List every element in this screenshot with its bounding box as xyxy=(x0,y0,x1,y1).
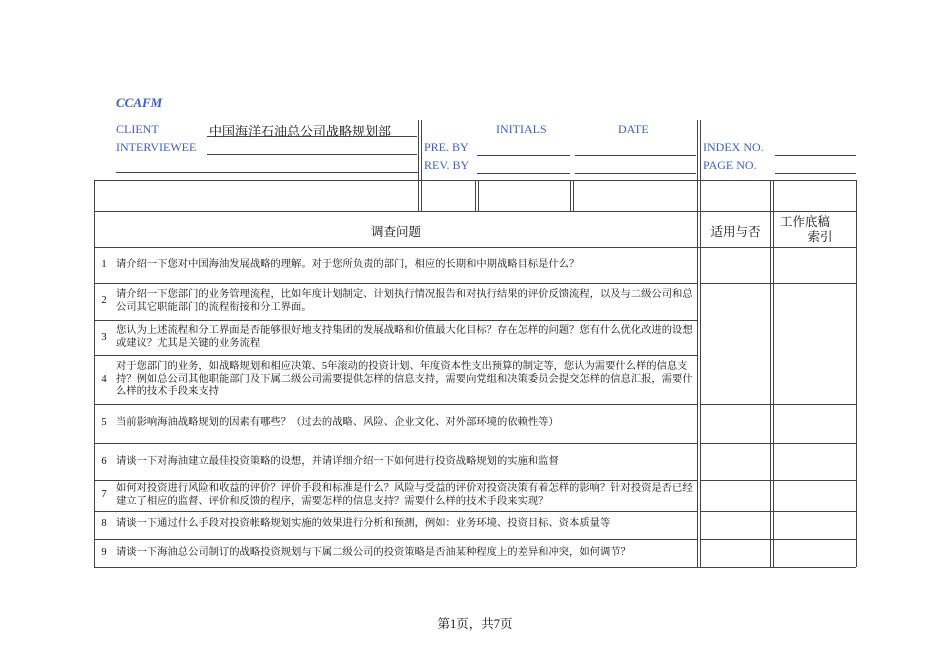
blank-row-divider-1a xyxy=(418,180,419,211)
table-right-border xyxy=(856,180,857,567)
row-3-number: 3 xyxy=(101,332,107,343)
rev-by-date-line[interactable] xyxy=(575,173,696,174)
row-6-number: 6 xyxy=(101,456,107,467)
ref-col-divider-a xyxy=(770,180,771,567)
client-value: 中国海洋石油总公司战略规划部 xyxy=(209,124,392,139)
index-no-label: INDEX NO. xyxy=(703,140,764,154)
ref-col-divider-b xyxy=(773,180,774,567)
blank-row-divider-2b xyxy=(478,180,479,211)
interviewee-label: INTERVIEWEE xyxy=(116,140,197,154)
row-2-number: 2 xyxy=(101,295,107,306)
pre-by-initials-line[interactable] xyxy=(477,155,570,156)
row-5-number: 5 xyxy=(101,417,107,428)
right-row-divider xyxy=(700,404,856,405)
page-no-label: PAGE NO. xyxy=(703,158,757,172)
row-divider xyxy=(94,539,698,540)
blank-row-divider-3a xyxy=(570,180,571,211)
pre-by-date-line[interactable] xyxy=(575,155,696,156)
row-7-question: 如何对投资进行风险和收益的评价？评价手段和标准是什么？风险与受益的评价对投资决策有着怎样的影响？针对投资是否已经建立了相应的监督、评价和反馈的程序，需要怎样的信息支持？需要什么样的技术手段来实现？ xyxy=(116,483,693,507)
row-6-question: 请谈一下对海油建立最佳投资策略的设想，并请详细介绍一下如何进行投资战略规划的实施和监督 xyxy=(116,456,559,467)
row-9-question: 请谈一下海油总公司制订的战略投资规划与下属二级公司的投资策略是否油某种程度上的差异和冲突，如何调节？ xyxy=(116,547,631,558)
row-9-number: 9 xyxy=(101,547,107,558)
row-8-question: 请谈一下通过什么手段对投资帐略规划实施的效果进行分析和预测，例如：业务环境、投资目标、资本质量等 xyxy=(116,518,611,529)
blank-row-divider-3b xyxy=(573,180,574,211)
row-divider xyxy=(94,443,698,444)
blank-row-divider-1b xyxy=(421,180,422,211)
col-header-ref-line2: 索引 xyxy=(807,230,833,244)
row-divider xyxy=(94,355,698,356)
row-4-question: 对于您部门的业务，如战略规划和相应决策、5年滚动的投资计划、年度资本性支出预算的制定等，您认为需要什么样的信息支持？例如总公司其他职能部门及下属二级公司需要提供怎样的信息支持，需要向党组和决策委员会提交怎样的信息汇报，需要什么样的技术手段来支持 xyxy=(116,361,693,397)
row-2-question: 请介绍一下您部门的业务管理流程，比如年度计划制定、计划执行情况报告和对执行结果的评价反馈流程，以及与二级公司和总公司其它职能部门的流程衔接和分工界面。 xyxy=(116,289,693,313)
header-divider-right-b xyxy=(700,120,701,180)
right-row-divider xyxy=(700,511,856,512)
client-underline xyxy=(207,136,417,137)
row-1-number: 1 xyxy=(101,259,107,270)
row-1-question: 请介绍一下您对中国海油发展战略的理解。对于您所负责的部门，相应的长期和中期战略目标是什么？ xyxy=(116,259,580,270)
applicable-col-divider-b xyxy=(700,180,701,567)
row-divider xyxy=(94,404,698,405)
col-header-ref-line1: 工作底稿 xyxy=(779,215,830,229)
table-bottom-border xyxy=(94,567,856,568)
right-row-divider xyxy=(700,443,856,444)
brand-logo-text: CCAFM xyxy=(116,95,163,110)
table-header-bottom-border xyxy=(94,247,856,248)
rev-by-initials-line[interactable] xyxy=(477,173,570,174)
blank-row-divider-2a xyxy=(475,180,476,211)
row-3-question: 您认为上述流程和分工界面是否能够很好地支持集团的发展战略和价值最大化目标？存在怎样的问题？您有什么优化改进的设想或建议？尤其是关键的业务流程 xyxy=(116,325,693,349)
table-subheader-border xyxy=(94,211,856,212)
col-header-applicable: 适用与否 xyxy=(710,225,761,239)
rev-by-label: REV. BY xyxy=(424,158,470,172)
row-divider xyxy=(94,480,698,481)
initials-label: INITIALS xyxy=(496,122,547,136)
right-row-divider xyxy=(700,480,856,481)
row-4-number: 4 xyxy=(101,374,107,385)
row-divider xyxy=(94,320,698,321)
right-row-divider xyxy=(700,539,856,540)
interviewee-underline xyxy=(207,154,417,155)
header-divider-left-b xyxy=(421,120,422,180)
page-indicator: 第1页，共7页 xyxy=(437,617,513,631)
col-header-workpaper-ref xyxy=(775,215,835,245)
header-divider-left-a xyxy=(418,120,419,180)
pre-by-label: PRE. BY xyxy=(424,140,469,154)
row-5-question: 当前影响海油战略规划的因素有哪些？（过去的战略、风险、企业文化、对外部环境的依赖性等） xyxy=(116,417,559,428)
table-left-border xyxy=(94,180,95,567)
index-no-line[interactable] xyxy=(775,155,856,156)
header-bottom-underline xyxy=(116,172,418,173)
col-header-question: 调查问题 xyxy=(370,225,421,239)
client-label: CLIENT xyxy=(116,122,159,136)
row-8-number: 8 xyxy=(101,518,107,529)
row-7-number: 7 xyxy=(101,489,107,500)
header-divider-right-a xyxy=(697,120,698,180)
right-row-divider xyxy=(700,283,856,284)
row-divider xyxy=(94,283,698,284)
row-divider xyxy=(94,511,698,512)
date-label: DATE xyxy=(618,122,649,136)
page-no-line[interactable] xyxy=(775,173,856,174)
